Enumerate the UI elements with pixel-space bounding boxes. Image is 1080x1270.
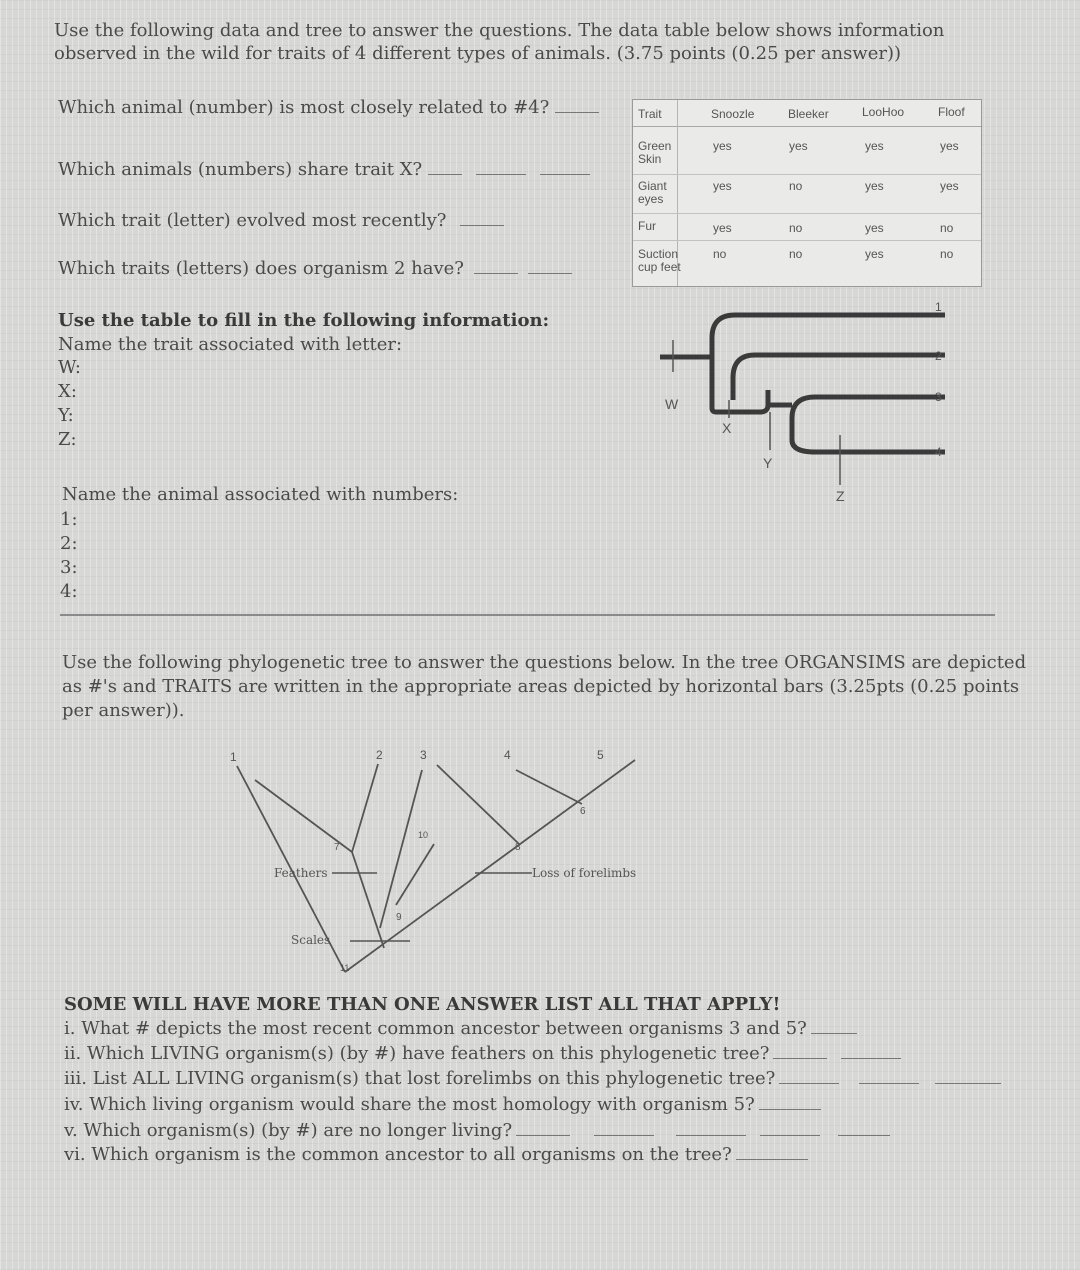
trait-y-label: Y [763, 455, 773, 471]
branch-4 [437, 765, 520, 845]
answer-blank[interactable] [811, 1019, 857, 1034]
answer-blank[interactable] [676, 1121, 746, 1136]
table-cell: no [940, 221, 954, 235]
loss-of-forelimbs-label: Loss of forelimbs [532, 866, 637, 880]
row-green-skin-label: Green Skin [638, 139, 672, 166]
tree2-tip-3: 3 [420, 748, 427, 762]
header-floof: Floof [938, 105, 965, 119]
tree2-tip-2: 2 [376, 748, 383, 762]
branch-3 [380, 770, 422, 928]
answer-blank[interactable] [760, 1121, 820, 1136]
answer-blank[interactable] [859, 1069, 919, 1084]
letter-y: Y: [58, 405, 74, 426]
tree2-tip-5: 5 [597, 748, 604, 762]
header-trait: Trait [638, 107, 662, 121]
table-cell: yes [789, 139, 808, 153]
question-ii: ii. Which LIVING organism(s) (by #) have feathers on this phylogenetic tree? [64, 1044, 901, 1064]
table-cell: no [940, 247, 954, 261]
letter-z: Z: [58, 429, 77, 450]
node-7: 7 [334, 842, 340, 853]
table-cell: no [789, 221, 803, 235]
table-cell: yes [713, 139, 732, 153]
trait-z-label: Z [836, 488, 845, 504]
header-snoozle: Snoozle [711, 107, 755, 121]
question-vi: vi. Which organism is the common ancestor to all organisms on the tree? [64, 1145, 808, 1165]
table-cell: yes [865, 221, 884, 235]
branch-3-lower [396, 844, 434, 905]
letter-w: W: [58, 357, 82, 378]
table-cell: yes [940, 179, 959, 193]
row-fur-label: Fur [638, 219, 656, 233]
question-iii: iii. List ALL LIVING organism(s) that lost forelimbs on this phylogenetic tree? [64, 1069, 1001, 1089]
node-11: 11 [340, 963, 350, 973]
answer-blank[interactable] [594, 1121, 654, 1136]
branch-2 [352, 764, 378, 852]
node-8: 8 [515, 842, 521, 853]
tree2-tip-1: 1 [230, 750, 237, 764]
question-share-trait-x: Which animals (numbers) share trait X? [58, 160, 590, 180]
answer-blank[interactable] [935, 1069, 1001, 1084]
answer-blank[interactable] [779, 1069, 839, 1084]
number-3: 3: [60, 557, 78, 578]
question-iv: iv. Which living organism would share the most homology with organism 5? [64, 1095, 821, 1115]
row-suction-cup-feet-label: Suction cup feet [638, 247, 681, 274]
question-v: v. Which organism(s) (by #) are no longer living? [64, 1121, 890, 1141]
table-cell: no [789, 179, 803, 193]
tree1-tip-1: 1 [935, 300, 942, 314]
question-most-recent-trait: Which trait (letter) evolved most recently? [58, 211, 504, 231]
branch-to-node-7 [352, 852, 384, 948]
part2-heading: SOME WILL HAVE MORE THAN ONE ANSWER LIST ALL THAT APPLY! [64, 994, 781, 1015]
answer-blank[interactable] [736, 1145, 808, 1160]
answer-blank[interactable] [759, 1095, 821, 1110]
table-cell: yes [940, 139, 959, 153]
node-10: 10 [418, 830, 429, 840]
question-organism-2-traits: Which traits (letters) does organism 2 have? [58, 259, 572, 279]
table-cell: yes [865, 247, 884, 261]
table-cell: yes [865, 139, 884, 153]
table-cell: yes [713, 179, 732, 193]
intro-line-2: observed in the wild for traits of 4 different types of animals. (3.75 points (0.25 per answer)) [54, 43, 902, 64]
question-closest-to-4: Which animal (number) is most closely related to #4? [58, 98, 599, 118]
header-loohoo: LooHoo [862, 105, 905, 119]
answer-blank[interactable] [838, 1121, 890, 1136]
number-1: 1: [60, 509, 78, 530]
trait-w-label: W [665, 396, 679, 412]
tree1-tip-2: 2 [935, 349, 942, 363]
scales-label: Scales [291, 933, 331, 947]
question-i: i. What # depicts the most recent common ancestor between organisms 3 and 5? [64, 1019, 857, 1039]
answer-blank[interactable] [516, 1121, 570, 1136]
number-2: 2: [60, 533, 78, 554]
node-9: 9 [396, 912, 402, 923]
trait-x-label: X [722, 420, 732, 436]
trait-prompt: Name the trait associated with letter: [58, 334, 403, 355]
answer-blank[interactable] [773, 1044, 827, 1059]
tree1-tip-4: 4 [935, 445, 942, 459]
section2-line-3: per answer)). [62, 700, 185, 721]
table-cell: no [713, 247, 727, 261]
table-cell: yes [713, 221, 732, 235]
number-4: 4: [60, 581, 78, 602]
answer-blank[interactable] [841, 1044, 901, 1059]
fill-heading: Use the table to fill in the following information: [58, 310, 550, 331]
tree2-tip-4: 4 [504, 748, 511, 762]
branch-5 [516, 770, 582, 804]
tree1-tip-3: 3 [935, 390, 942, 404]
node-6: 6 [580, 806, 586, 817]
feathers-label: Feathers [274, 866, 328, 880]
table-cell: no [789, 247, 803, 261]
letter-x: X: [58, 381, 77, 402]
row-giant-eyes-label: Giant eyes [638, 179, 667, 206]
section2-line-2: as #'s and TRAITS are written in the appropriate areas depicted by horizontal bars (3.25pts (0.25 points [62, 676, 1020, 697]
animal-prompt: Name the animal associated with numbers: [62, 484, 459, 505]
intro-line-1: Use the following data and tree to answer the questions. The data table below shows information [54, 20, 945, 41]
section2-line-1: Use the following phylogenetic tree to answer the questions below. In the tree ORGANSIMS are depicted [62, 652, 1027, 673]
table-cell: yes [865, 179, 884, 193]
header-bleeker: Bleeker [788, 107, 829, 121]
